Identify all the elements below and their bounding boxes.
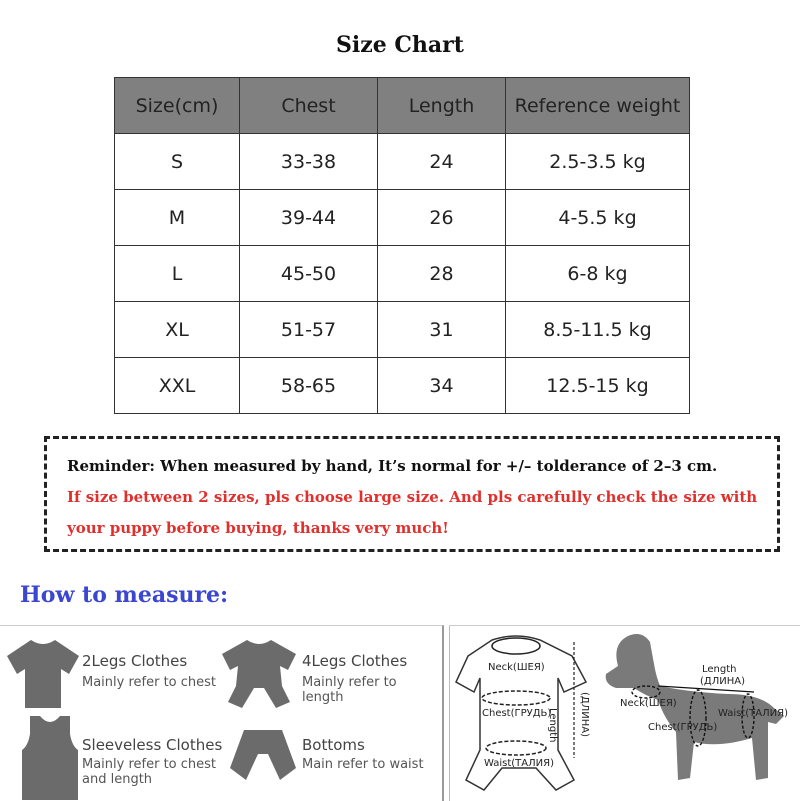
clothes-desc-bottoms: Main refer to waist [302,757,424,772]
size-cell: XL [115,302,240,358]
jumpsuit-icon [220,636,298,710]
table-header-row [115,78,690,134]
tshirt-icon [5,636,81,710]
dog-length-label: Length [702,664,737,675]
reminder-size-advice-text: If size between 2 sizes, pls choose large size. And pls carefully check the size with [67,488,758,506]
clothes-name-4legs: 4Legs Clothes [302,652,408,670]
length-cell: 34 [378,358,506,414]
weight-cell: 4-5.5 kg [506,190,690,246]
garment-length-ru-label: (ДЛИНА) [579,692,590,737]
dog-chest-label: Chest(ГРУДЬ) [648,722,718,733]
how-to-measure-heading: How to measure: [20,582,229,608]
column-header-chest: Chest [240,78,378,134]
chest-cell: 39-44 [240,190,378,246]
reminder-box [44,436,780,552]
chest-cell: 45-50 [240,246,378,302]
table-row [115,134,690,190]
clothes-name-sleeveless: Sleeveless Clothes [82,736,223,754]
page-title: Size Chart [336,32,464,58]
length-cell: 28 [378,246,506,302]
table-row [115,190,690,246]
garment-length-label: Length [547,708,558,743]
clothes-desc-4legs: Mainly refer to length [302,675,397,705]
table-row [115,246,690,302]
size-cell: M [115,190,240,246]
length-cell: 26 [378,190,506,246]
clothes-type-panel [0,625,444,801]
dog-length-ru-label: (ДЛИНА) [700,676,745,687]
size-cell: L [115,246,240,302]
size-table [114,77,690,414]
column-header-size: Size(cm) [115,78,240,134]
clothes-name-2legs: 2Legs Clothes [82,652,188,670]
clothes-desc-2legs: Mainly refer to chest [82,675,217,690]
chest-cell: 58-65 [240,358,378,414]
length-cell: 31 [378,302,506,358]
clothes-name-bottoms: Bottoms [302,736,365,754]
table-row [115,358,690,414]
garment-chest-label: Chest(ГРУДЬ) [482,708,552,719]
weight-cell: 2.5-3.5 kg [506,134,690,190]
dog-waist-label: Waist(ТАЛИЯ) [718,708,788,719]
table-row [115,302,690,358]
dog-neck-label: Neck(ШЕЯ) [620,698,677,709]
garment-neck-label: Neck(ШЕЯ) [488,662,545,673]
tank-top-icon [20,714,80,800]
pants-icon [228,728,298,784]
size-cell: XXL [115,358,240,414]
column-header-length: Length [378,78,506,134]
column-header-weight: Reference weight [506,78,690,134]
size-cell: S [115,134,240,190]
chest-cell: 33-38 [240,134,378,190]
chest-cell: 51-57 [240,302,378,358]
weight-cell: 12.5-15 kg [506,358,690,414]
clothes-desc-sleeveless: Mainly refer to chest and length [82,757,217,787]
weight-cell: 8.5-11.5 kg [506,302,690,358]
length-cell: 24 [378,134,506,190]
reminder-thanks-text: your puppy before buying, thanks very much! [67,519,449,537]
weight-cell: 6-8 kg [506,246,690,302]
garment-waist-label: Waist(ТАЛИЯ) [484,758,554,769]
measurement-diagram-panel [449,625,800,801]
reminder-tolerance-text: Reminder: When measured by hand, It’s normal for +/– tolderance of 2–3 cm. [67,457,718,475]
